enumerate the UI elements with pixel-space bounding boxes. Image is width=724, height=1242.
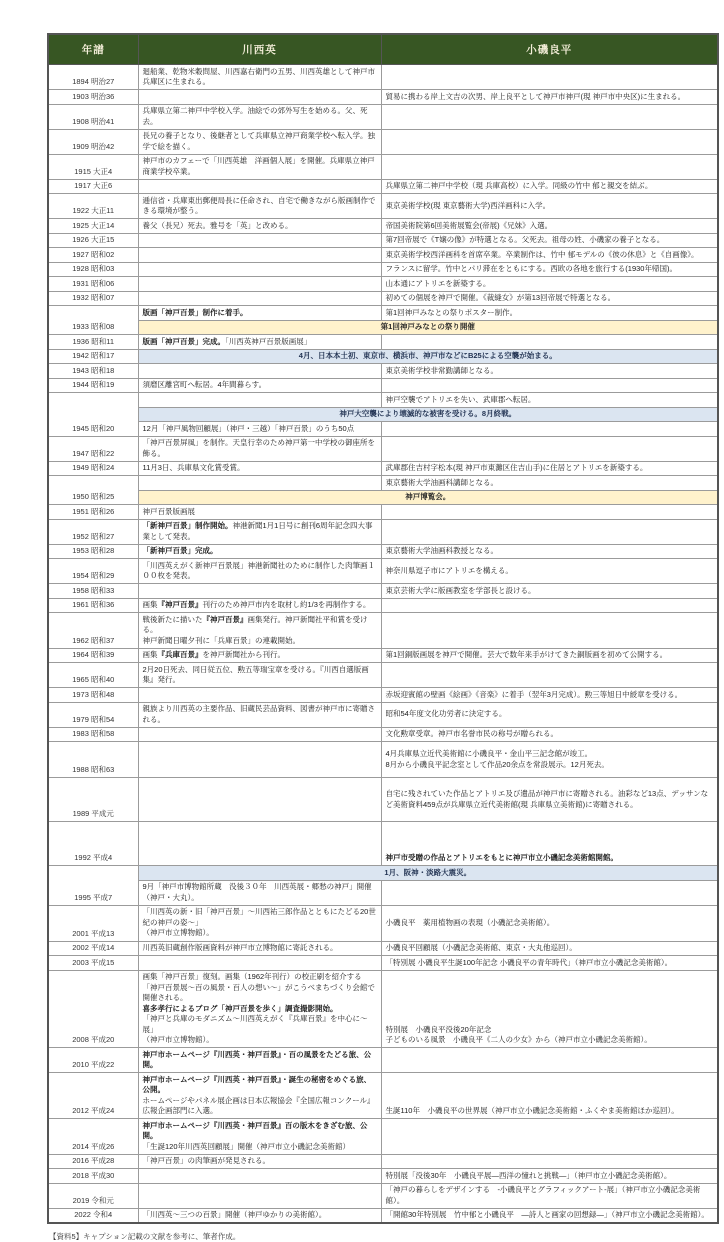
kawanishi-cell (138, 1169, 381, 1184)
table-row (48, 291, 718, 306)
kawanishi-cell: 12月「神戸風物回顧展」（神戸・三越）「神戸百景」のうち50点 (138, 422, 381, 437)
year-cell: 1965 昭和40 (48, 663, 138, 688)
year-cell: 2016 平成28 (48, 1154, 138, 1169)
table-row (48, 194, 718, 219)
kawanishi-cell: 「新神戸百景」制作開始。神港新聞1月1日号に創刊6周年記念四大事業として発表。 (138, 519, 381, 544)
table-row (48, 727, 718, 742)
year-cell: 1951 昭和26 (48, 505, 138, 520)
kawanishi-cell: 画集「神戸百景」復刻。画集（1962年刊行）の校正刷を紹介する 「神戸百景展～百の風景・百人の想い～」がこうべまちづくり会館で開催される。 喜多孝行によるブログ「神戸百景を歩く」調査撮影開始。 「神戸と兵庫のモダニズム～川西英えがく『兵庫百景』を中心に～展」 （神戸市立博物館）。 (138, 970, 381, 1048)
year-cell: 1952 昭和27 (48, 519, 138, 544)
table-row (48, 219, 718, 234)
year-cell: 1917 大正6 (48, 179, 138, 194)
table-row (48, 179, 718, 194)
table-row (48, 663, 718, 688)
kawanishi-cell (138, 262, 381, 277)
koiso-cell: 第1回銅版画展を神戸で開催。芸大で数年来手がけてきた銅版画を初めて公開する。 (381, 648, 718, 663)
koiso-cell: 東京美術学校西洋画科を首席卒業。卒業制作は、竹中 郁モデルの《彼の休息》と《自画像》。 (381, 248, 718, 263)
table-row (48, 1183, 718, 1208)
kawanishi-cell (138, 248, 381, 263)
koiso-cell: 「開館30年特別展 竹中郁と小磯良平 ―詩人と画家の回想録―」（神戸市立小磯記念美術館）。 (381, 1208, 718, 1223)
year-cell: 1953 昭和28 (48, 544, 138, 559)
merged-event-cell: 4月、日本本土初、東京市、横浜市、神戸市などにB25による空襲が始まる。 (138, 349, 718, 364)
table-row (48, 544, 718, 559)
timeline-table (47, 33, 719, 1224)
table-row (48, 364, 718, 379)
year-cell: 1983 昭和58 (48, 727, 138, 742)
koiso-cell: 小磯良平 薬用植物画の表現（小磯記念美術館）。 (381, 905, 718, 941)
table-row (48, 648, 718, 663)
table-row (48, 393, 718, 408)
kawanishi-cell (138, 1183, 381, 1208)
kawanishi-cell: 「川西英～三つの百景」開催（神戸ゆかりの美術館）。 (138, 1208, 381, 1223)
year-cell: 1909 明治42 (48, 129, 138, 154)
table-row (48, 1208, 718, 1223)
table-row (48, 970, 718, 1048)
table-row (48, 233, 718, 248)
kawanishi-cell (138, 233, 381, 248)
table-row (48, 880, 718, 905)
kawanishi-cell: 兵庫県立第二神戸中学校入学。油絵での郊外写生を始める。父、死去。 (138, 104, 381, 129)
table-row (48, 490, 718, 505)
kawanishi-cell (138, 956, 381, 971)
kawanishi-cell: 「新神戸百景」完成。 (138, 544, 381, 559)
koiso-cell: 初めての個展を神戸で開催。《裁縫女》が第13回帝展で特選となる。 (381, 291, 718, 306)
koiso-cell: 生誕110年 小磯良平の世界展（神戸市立小磯記念美術館・ふくやま美術館ほか巡回）。 (381, 1073, 718, 1119)
table-row (48, 335, 718, 350)
merged-event-cell: 神戸博覧会。 (138, 490, 718, 505)
year-cell: 2002 平成14 (48, 941, 138, 956)
kawanishi-cell: 神戸市ホームページ『川西英・神戸百景』・百の風景をたどる旅、公開。 (138, 1048, 381, 1073)
year-cell: 2014 平成26 (48, 1119, 138, 1155)
koiso-cell: 東京藝術大学油画科講師となる。 (381, 476, 718, 491)
kawanishi-cell: 「川西英えがく新神戸百景展」神港新聞社のために制作した肉筆画１００枚を発表。 (138, 559, 381, 584)
year-cell: 1988 昭和63 (48, 742, 138, 778)
year-cell: 1922 大正11 (48, 194, 138, 219)
kawanishi-cell (138, 822, 381, 866)
koiso-cell: 帝国美術院第6回美術展覧会(帝展)《兄妹》入選。 (381, 219, 718, 234)
koiso-cell (381, 1119, 718, 1155)
kawanishi-cell (138, 688, 381, 703)
koiso-cell: 武庫郡住吉村字松本(現 神戸市東灘区住吉山手)に住居とアトリエを新築する。 (381, 461, 718, 476)
year-cell: 2018 平成30 (48, 1169, 138, 1184)
kawanishi-cell (138, 584, 381, 599)
kawanishi-cell: 戦後新たに描いた『神戸百景』画集発行。神戸新聞社平和賞を受ける。 神戸新聞日曜夕刊に「兵庫百景」の連載開始。 (138, 613, 381, 649)
kawanishi-cell: 長兄の養子となり、後継者として兵庫県立神戸商業学校へ転入学。独学で絵を描く。 (138, 129, 381, 154)
year-cell: 2012 平成24 (48, 1073, 138, 1119)
koiso-cell: 第1回神戸みなとの祭りポスター制作。 (381, 306, 718, 321)
source-caption: 【資料5】キャプション記載の文献を参考に、筆者作成。 (49, 1232, 241, 1241)
kawanishi-cell: 養父（長兄）死去。雅号を「英」と改める。 (138, 219, 381, 234)
koiso-cell: 兵庫県立第二神戸中学校（現 兵庫高校）に入学。同級の竹中 郁と親交を結ぶ。 (381, 179, 718, 194)
koiso-cell (381, 1154, 718, 1169)
koiso-cell: 第7回帝展で《T嬢の像》が特選となる。父死去。祖母の姓、小磯家の養子となる。 (381, 233, 718, 248)
koiso-cell: 東京芸術大学に版画教室を学部長と設ける。 (381, 584, 718, 599)
kawanishi-cell: 廻船業、乾物米穀問屋、川西嘉右衛門の五男、川西英雄として神戸市兵庫区に生まれる。 (138, 65, 381, 90)
table-row (48, 378, 718, 393)
koiso-cell: 文化勲章受章。神戸市名誉市民の称号が贈られる。 (381, 727, 718, 742)
year-cell: 1925 大正14 (48, 219, 138, 234)
year-cell: 1944 昭和19 (48, 378, 138, 393)
header-row (48, 34, 718, 65)
year-cell: 1943 昭和18 (48, 364, 138, 379)
table-row (48, 519, 718, 544)
year-cell: 1915 大正4 (48, 154, 138, 179)
koiso-cell: 東京美術学校非常勤講師となる。 (381, 364, 718, 379)
table-row (48, 559, 718, 584)
year-cell: 1979 昭和54 (48, 702, 138, 727)
year-cell: 2001 平成13 (48, 905, 138, 941)
year-cell: 1926 大正15 (48, 233, 138, 248)
year-cell: 1927 昭和02 (48, 248, 138, 263)
kawanishi-cell (138, 277, 381, 292)
koiso-cell: 昭和54年度文化功労者に決定する。 (381, 702, 718, 727)
merged-event-cell: 神戸大空襲により壊滅的な被害を受ける。8月終戦。 (138, 407, 718, 422)
koiso-cell (381, 378, 718, 393)
table-row (48, 702, 718, 727)
table-row (48, 688, 718, 703)
koiso-cell (381, 422, 718, 437)
table-row (48, 584, 718, 599)
table-row (48, 476, 718, 491)
year-cell: 2022 令和4 (48, 1208, 138, 1223)
koiso-cell (381, 519, 718, 544)
table-row (48, 613, 718, 649)
kawanishi-cell (138, 742, 381, 778)
year-cell: 1989 平成元 (48, 778, 138, 822)
table-row (48, 436, 718, 461)
table-row (48, 778, 718, 822)
koiso-cell: 小磯良平回顧展（小磯記念美術館、東京・大丸他巡回）。 (381, 941, 718, 956)
year-cell: 1945 昭和20 (48, 393, 138, 437)
kawanishi-cell: 版画「神戸百景」完成。「川西英神戸百景版画展」 (138, 335, 381, 350)
table-row (48, 154, 718, 179)
table-row (48, 941, 718, 956)
year-cell: 2003 平成15 (48, 956, 138, 971)
koiso-cell: 神戸市受贈の作品とアトリエをもとに神戸市立小磯記念美術館開館。 (381, 822, 718, 866)
koiso-cell: フランスに留学。竹中とパリ滞在をともにする。西欧の各地を旅行する(1930年帰国)。 (381, 262, 718, 277)
table-row (48, 349, 718, 364)
year-cell: 1903 明治36 (48, 90, 138, 105)
year-cell: 1908 明治41 (48, 104, 138, 129)
table-row (48, 1048, 718, 1073)
kawanishi-cell: 画集『神戸百景』刊行のため神戸市内を取材し約1/3を再制作する。 (138, 598, 381, 613)
kawanishi-cell: 画集『兵庫百景』を神戸新聞社から刊行。 (138, 648, 381, 663)
kawanishi-cell (138, 778, 381, 822)
kawanishi-cell: 親族より川西英の主要作品、旧蔵民芸品資料、図書が神戸市に寄贈される。 (138, 702, 381, 727)
year-cell: 2019 令和元 (48, 1183, 138, 1208)
kawanishi-cell: 川西英旧蔵創作版画資料が神戸市立博物館に寄託される。 (138, 941, 381, 956)
table-row (48, 129, 718, 154)
merged-event-cell: 第1回神戸みなとの祭り開催 (138, 320, 718, 335)
koiso-cell (381, 129, 718, 154)
kawanishi-cell (138, 476, 381, 491)
year-cell: 1964 昭和39 (48, 648, 138, 663)
year-cell: 1947 昭和22 (48, 436, 138, 461)
year-cell: 2008 平成20 (48, 970, 138, 1048)
koiso-cell (381, 436, 718, 461)
kawanishi-cell: 神戸百景版画展 (138, 505, 381, 520)
table-row (48, 866, 718, 881)
column-header-kawanishi: 川西英 (138, 34, 381, 65)
koiso-cell (381, 613, 718, 649)
koiso-cell (381, 104, 718, 129)
koiso-cell (381, 154, 718, 179)
table-row (48, 248, 718, 263)
column-header-koiso: 小磯良平 (381, 34, 718, 65)
table-row (48, 306, 718, 321)
kawanishi-cell: 11月3日、兵庫県文化賞受賞。 (138, 461, 381, 476)
koiso-cell (381, 65, 718, 90)
koiso-cell (381, 880, 718, 905)
year-cell: 1995 平成7 (48, 866, 138, 906)
table-row (48, 65, 718, 90)
kawanishi-cell: 「神戸百景屏風」を制作。天皇行幸のため神戸第一中学校の御座所を飾る。 (138, 436, 381, 461)
table-row (48, 461, 718, 476)
table-row (48, 822, 718, 866)
koiso-cell: 山本通にアトリエを新築する。 (381, 277, 718, 292)
koiso-cell (381, 663, 718, 688)
koiso-cell: 特別展「没後30年 小磯良平展―西洋の憧れと挑戦―」（神戸市立小磯記念美術館）。 (381, 1169, 718, 1184)
year-cell: 2010 平成22 (48, 1048, 138, 1073)
kawanishi-cell: 神戸市ホームページ『川西英・神戸百景』百の版木をきざむ旅、公開。 「生誕120年川西英回顧展」開催（神戸市立小磯記念美術館） (138, 1119, 381, 1155)
koiso-cell (381, 335, 718, 350)
year-cell: 1931 昭和06 (48, 277, 138, 292)
table-row (48, 320, 718, 335)
kawanishi-cell: 2月20日死去、同日従五位、勲五等瑞宝章を受ける。『川西自選版画集』発行。 (138, 663, 381, 688)
year-cell: 1954 昭和29 (48, 559, 138, 584)
kawanishi-cell (138, 364, 381, 379)
year-cell: 1992 平成4 (48, 822, 138, 866)
year-cell: 1950 昭和25 (48, 476, 138, 505)
year-cell: 1958 昭和33 (48, 584, 138, 599)
year-cell: 1894 明治27 (48, 65, 138, 90)
koiso-cell: 自宅に残されていた作品とアトリエ及び遺品が神戸市に寄贈される。油彩など13点、デッサンなど美術資料459点が兵庫県立近代美術館(現 兵庫県立美術館)に寄贈される。 (381, 778, 718, 822)
kawanishi-cell (138, 90, 381, 105)
year-cell: 1928 昭和03 (48, 262, 138, 277)
table-row (48, 956, 718, 971)
table-row (48, 505, 718, 520)
koiso-cell: 神奈川県逗子市にアトリエを構える。 (381, 559, 718, 584)
koiso-cell (381, 598, 718, 613)
koiso-cell: 赤坂迎賓館の壁画《絵画》《音楽》に着手（翌年3月完成）。勲三等旭日中綬章を受ける。 (381, 688, 718, 703)
kawanishi-cell (138, 393, 381, 408)
kawanishi-cell: 「神戸百景」の肉筆画が発見される。 (138, 1154, 381, 1169)
koiso-cell: 特別展 小磯良平没後20年記念 子どものいる風景 小磯良平《二人の少女》から（神戸市立小磯記念美術館）。 (381, 970, 718, 1048)
koiso-cell: 「特別展 小磯良平生誕100年記念 小磯良平の青年時代」（神戸市立小磯記念美術館）。 (381, 956, 718, 971)
kawanishi-cell (138, 291, 381, 306)
timeline-body (48, 65, 718, 1224)
table-row (48, 104, 718, 129)
merged-event-cell: 1月、阪神・淡路大震災。 (138, 866, 718, 881)
kawanishi-cell: 「川西英の新・旧「神戸百景」～川西祐三郎作品とともにたどる20世紀の神戸の姿～」 （神戸市立博物館）。 (138, 905, 381, 941)
koiso-cell: 東京藝術大学油画科教授となる。 (381, 544, 718, 559)
table-row (48, 905, 718, 941)
table-row (48, 407, 718, 422)
table-row (48, 1073, 718, 1119)
table-row (48, 1154, 718, 1169)
table-row (48, 277, 718, 292)
table-row (48, 1119, 718, 1155)
kawanishi-cell: 逓信省・兵庫東出郵便局長に任命され、自宅で働きながら版画制作できる環境が整う。 (138, 194, 381, 219)
table-row (48, 742, 718, 778)
year-cell: 1936 昭和11 (48, 335, 138, 350)
koiso-cell: 「神戸の暮らしをデザインする -小磯良平とグラフィックアート-展」（神戸市立小磯記念美術館）。 (381, 1183, 718, 1208)
koiso-cell: 4月兵庫県立近代美術館に小磯良平・金山平三記念館が竣工。 8月から小磯良平記念室として作品20余点を常設展示。12月死去。 (381, 742, 718, 778)
year-cell: 1962 昭和37 (48, 613, 138, 649)
koiso-cell: 貿易に携わる岸上文吉の次男、岸上良平として神戸市神戸(現 神戸市中央区)に生まれる。 (381, 90, 718, 105)
kawanishi-cell: 9月「神戸市博物館所蔵 没後３０年 川西英展・郷愁の神戸」開催（神戸・大丸）。 (138, 880, 381, 905)
table-row (48, 422, 718, 437)
table-row (48, 1169, 718, 1184)
column-header-year: 年譜 (48, 34, 138, 65)
kawanishi-cell: 神戸市ホームページ『川西英・神戸百景』・誕生の秘密をめぐる旅、公開。 ホームページやパネル展企画は日本広報協会『全国広報コンクール』広報企画部門に入選。 (138, 1073, 381, 1119)
table-row (48, 598, 718, 613)
year-cell: 1942 昭和17 (48, 349, 138, 364)
year-cell: 1949 昭和24 (48, 461, 138, 476)
kawanishi-cell: 須磨区離宮町へ転居。4年間暮らす。 (138, 378, 381, 393)
year-cell: 1973 昭和48 (48, 688, 138, 703)
koiso-cell: 東京美術学校(現 東京藝術大学)西洋画科に入学。 (381, 194, 718, 219)
year-cell: 1932 昭和07 (48, 291, 138, 306)
kawanishi-cell: 版画「神戸百景」制作に着手。 (138, 306, 381, 321)
table-row (48, 262, 718, 277)
kawanishi-cell: 神戸市のカフェーで「川西英雄 洋画個人展」を開催。兵庫県立神戸商業学校卒業。 (138, 154, 381, 179)
kawanishi-cell (138, 179, 381, 194)
koiso-cell (381, 505, 718, 520)
kawanishi-cell (138, 727, 381, 742)
timeline-sheet (47, 33, 717, 1242)
koiso-cell: 神戸空襲でアトリエを失い、武庫郡へ転居。 (381, 393, 718, 408)
year-cell: 1961 昭和36 (48, 598, 138, 613)
table-row (48, 90, 718, 105)
koiso-cell (381, 1048, 718, 1073)
year-cell: 1933 昭和08 (48, 306, 138, 335)
